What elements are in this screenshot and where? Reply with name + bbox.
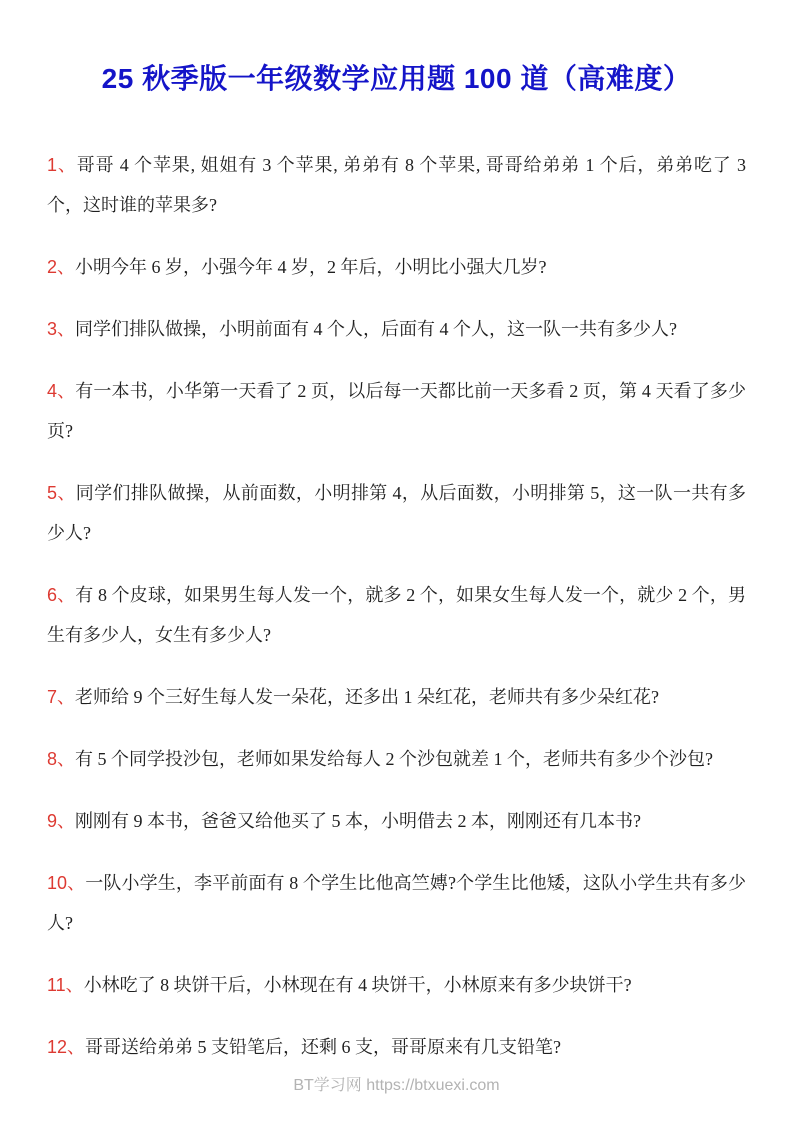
question-item <box>47 371 746 451</box>
question-text: 刚刚有 9 本书，爸爸又给他买了 5 本，小明借去 2 本，刚刚还有几本书? <box>75 811 642 831</box>
question-item <box>47 309 746 349</box>
question-number: 9、 <box>47 811 76 831</box>
question-number: 8、 <box>47 749 76 769</box>
question-item <box>47 677 746 717</box>
question-item <box>47 863 746 943</box>
question-text: 一队小学生，李平前面有 8 个学生比他高竺嫥?个学生比他矮，这队小学生共有多少人? <box>47 873 746 933</box>
question-number: 1、 <box>47 155 77 175</box>
question-list <box>47 145 746 1067</box>
question-number: 11、 <box>47 975 84 995</box>
question-number: 12、 <box>47 1037 86 1057</box>
question-text: 哥哥 4 个苹果, 姐姐有 3 个苹果, 弟弟有 8 个苹果, 哥哥给弟弟 1 个后，弟弟吃了 3 个，这时谁的苹果多? <box>47 155 747 215</box>
question-item <box>47 247 746 287</box>
question-number: 3、 <box>47 319 76 339</box>
question-number: 4、 <box>47 381 76 401</box>
question-number: 10、 <box>47 873 86 893</box>
question-number: 5、 <box>47 483 76 503</box>
question-text: 小林吃了 8 块饼干后，小林现在有 4 块饼干，小林原来有多少块饼干? <box>83 975 632 995</box>
question-text: 有一本书，小华第一天看了 2 页，以后每一天都比前一天多看 2 页，第 4 天看了多少页? <box>47 381 747 441</box>
question-text: 有 5 个同学投沙包，老师如果发给每人 2 个沙包就差 1 个，老师共有多少个沙包? <box>75 749 714 769</box>
question-text: 小明今年 6 岁，小强今年 4 岁，2 年后，小明比小强大几岁? <box>75 257 547 277</box>
page-title: 25 秋季版一年级数学应用题 100 道（高难度） <box>101 63 692 94</box>
watermark-text: BT学习网 https://btxuexi.com <box>293 1077 500 1094</box>
question-item <box>47 965 746 1005</box>
question-item <box>47 145 746 225</box>
question-item <box>47 739 746 779</box>
question-text: 同学们排队做操，小明前面有 4 个人，后面有 4 个人，这一队一共有多少人? <box>75 319 678 339</box>
watermark <box>0 1072 793 1095</box>
question-number: 2、 <box>47 257 76 277</box>
question-number: 7、 <box>47 687 76 707</box>
question-text: 哥哥送给弟弟 5 支铅笔后，还剩 6 支，哥哥原来有几支铅笔? <box>85 1037 562 1057</box>
question-item <box>47 801 746 841</box>
question-text: 老师给 9 个三好生每人发一朵花，还多出 1 朵红花，老师共有多少朵红花? <box>75 687 660 707</box>
question-text: 同学们排队做操，从前面数，小明排第 4，从后面数，小明排第 5，这一队一共有多少人? <box>47 483 747 543</box>
question-item <box>47 575 746 655</box>
question-item <box>47 473 746 553</box>
question-item <box>47 1027 746 1067</box>
question-number: 6、 <box>47 585 76 605</box>
question-text: 有 8 个皮球，如果男生每人发一个，就多 2 个，如果女生每人发一个，就少 2 个，男生有多少人，女生有多少人? <box>47 585 747 645</box>
